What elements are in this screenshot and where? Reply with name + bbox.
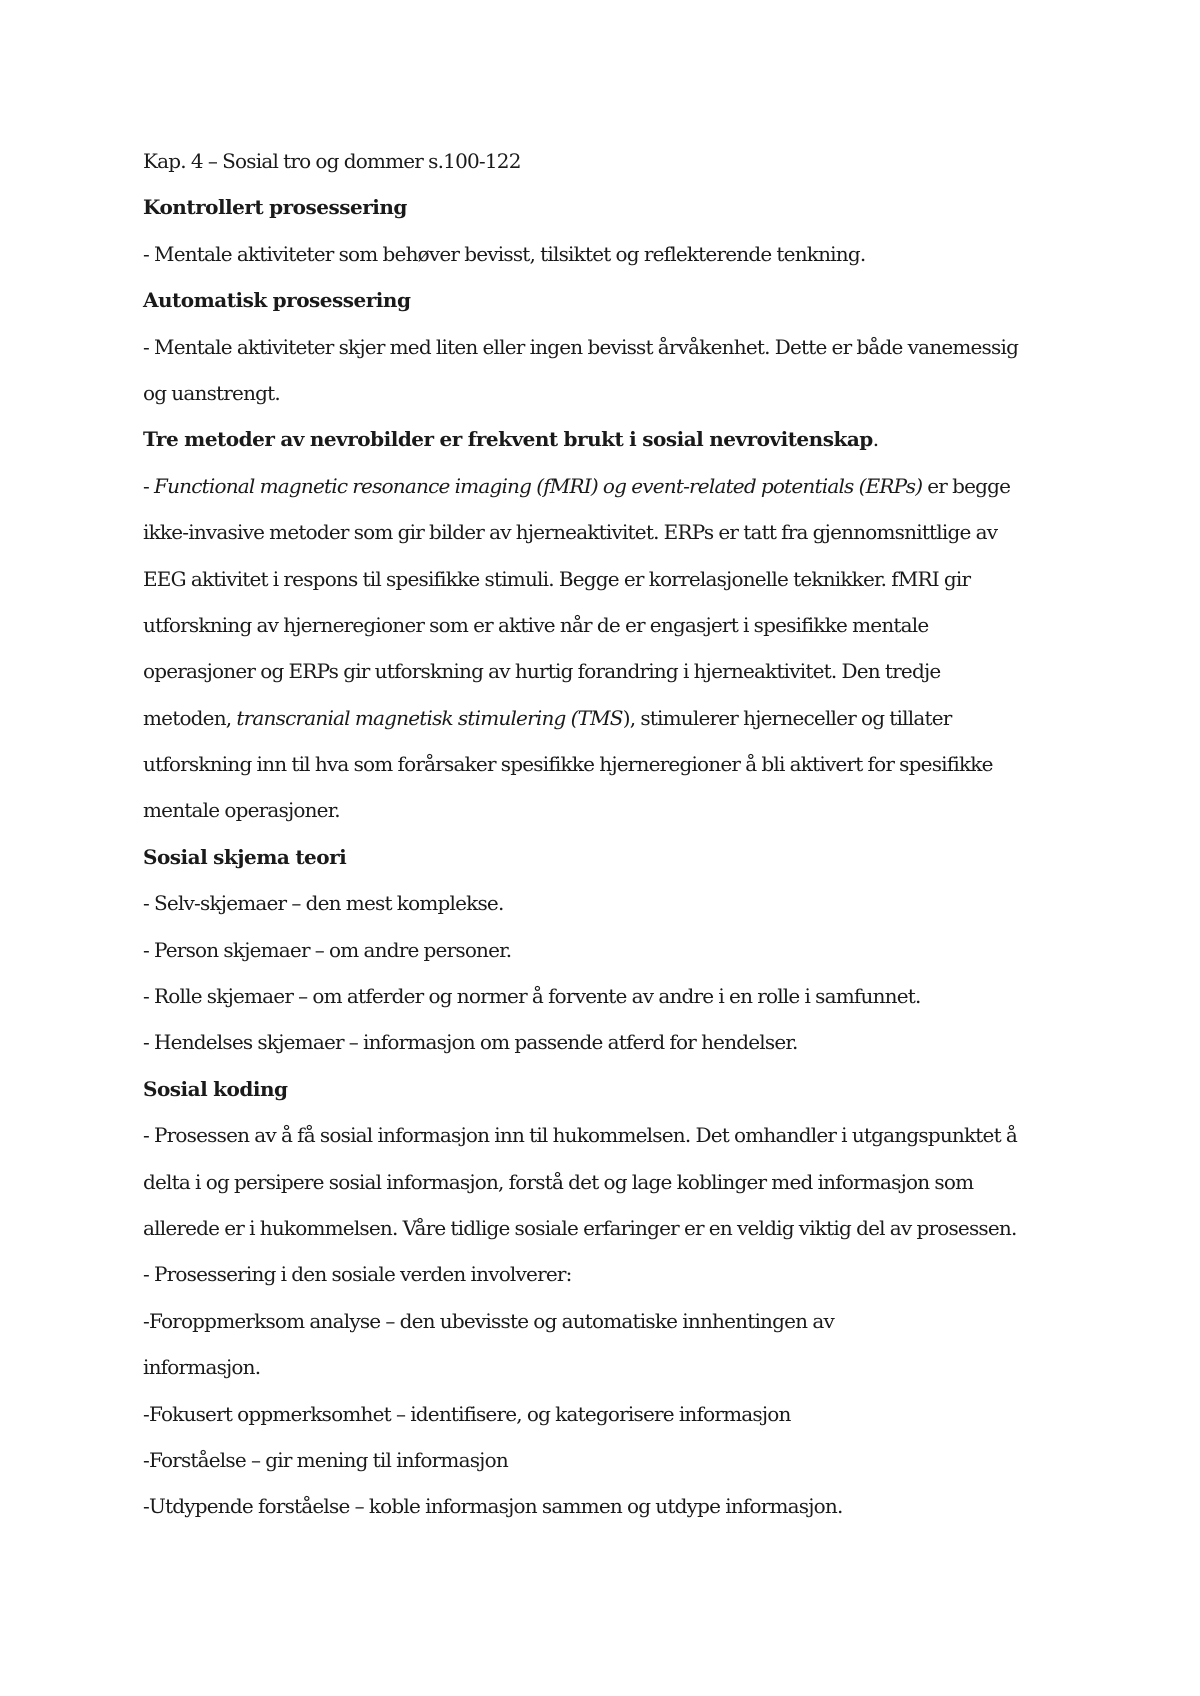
list-item: - Hendelses skjemaer – informasjon om passende atferd for hendelser.: [143, 1030, 798, 1055]
paragraph-line: allerede er i hukommelsen. Våre tidlige sosiale erfaringer er en veldig viktig del av prosessen.: [143, 1215, 1017, 1240]
heading-nevrobilder: [143, 416, 1083, 462]
paragraph-line: [143, 695, 1083, 741]
paragraph-line: og uanstrengt.: [143, 380, 280, 405]
paragraph-line: utforskning inn til hva som forårsaker spesifikke hjerneregioner å bli aktivert for spesifikke: [143, 752, 993, 777]
paragraph-line: ikke-invasive metoder som gir bilder av hjerneaktivitet. ERPs er tatt fra gjennomsnittlige av: [143, 520, 998, 545]
list-item: -Forståelse – gir mening til informasjon: [143, 1447, 508, 1472]
paragraph-line: utforskning av hjerneregioner som er aktive når de er engasjert i spesifikke mentale: [143, 612, 929, 637]
heading-sosial-koding: Sosial koding: [143, 1076, 288, 1101]
italic-term-tms: transcranial magnetisk stimulering (TMS: [236, 705, 623, 730]
list-item: -Fokusert oppmerksomhet – identifisere, og kategorisere informasjon: [143, 1401, 791, 1426]
paragraph-line: [143, 463, 1083, 509]
paragraph-line: - Prosessen av å få sosial informasjon inn til hukommelsen. Det omhandler i utgangspunktet å: [143, 1123, 1017, 1148]
paragraph-line: EEG aktivitet i respons til spesifikke stimuli. Begge er korrelasjonelle teknikker. fMRI gir: [143, 566, 971, 591]
paragraph-line: - Mentale aktiviteter skjer med liten eller ingen bevisst årvåkenhet. Dette er både vanemessig: [143, 334, 1019, 359]
list-item: - Selv-skjemaer – den mest komplekse.: [143, 891, 504, 916]
heading-automatisk-prosessering: Automatisk prosessering: [143, 288, 411, 313]
paragraph-line: - Prosessering i den sosiale verden involverer:: [143, 1262, 572, 1287]
list-item: -Foroppmerksom analyse – den ubevisste og automatiske innhentingen av: [143, 1308, 834, 1333]
list-item: - Person skjemaer – om andre personer.: [143, 937, 512, 962]
paragraph-line: - Mentale aktiviteter som behøver bevisst, tilsiktet og reflekterende tenkning.: [143, 241, 866, 266]
italic-term-fmri-erps: Functional magnetic resonance imaging (fMRI) og event-related potentials (ERPs): [154, 473, 923, 498]
paragraph-line: operasjoner og ERPs gir utforskning av hurtig forandring i hjerneaktivitet. Den tredje: [143, 659, 941, 684]
heading-sosial-skjema-teori: Sosial skjema teori: [143, 844, 347, 869]
heading-nevrobilder-suffix: .: [872, 427, 879, 452]
line-prefix: -: [143, 473, 155, 498]
paragraph-line: mentale operasjoner.: [143, 798, 340, 823]
list-item: -Utdypende forståelse – koble informasjon sammen og utdype informasjon.: [143, 1494, 843, 1519]
line-rest: ), stimulerer hjerneceller og tillater: [622, 705, 952, 730]
heading-kontrollert-prosessering: Kontrollert prosessering: [143, 195, 407, 220]
line-rest: er begge: [922, 473, 1011, 498]
line-prefix: metoden,: [143, 705, 237, 730]
list-item: informasjon.: [143, 1355, 261, 1380]
chapter-title: Kap. 4 – Sosial tro og dommer s.100-122: [143, 149, 521, 173]
paragraph-line: delta i og persipere sosial informasjon, forstå det og lage koblinger med informasjon som: [143, 1169, 974, 1194]
document-body: [143, 138, 1083, 1530]
list-item: - Rolle skjemaer – om atferder og normer å forvente av andre i en rolle i samfunnet.: [143, 984, 921, 1009]
heading-nevrobilder-text: Tre metoder av nevrobilder er frekvent brukt i sosial nevrovitenskap: [143, 427, 873, 452]
